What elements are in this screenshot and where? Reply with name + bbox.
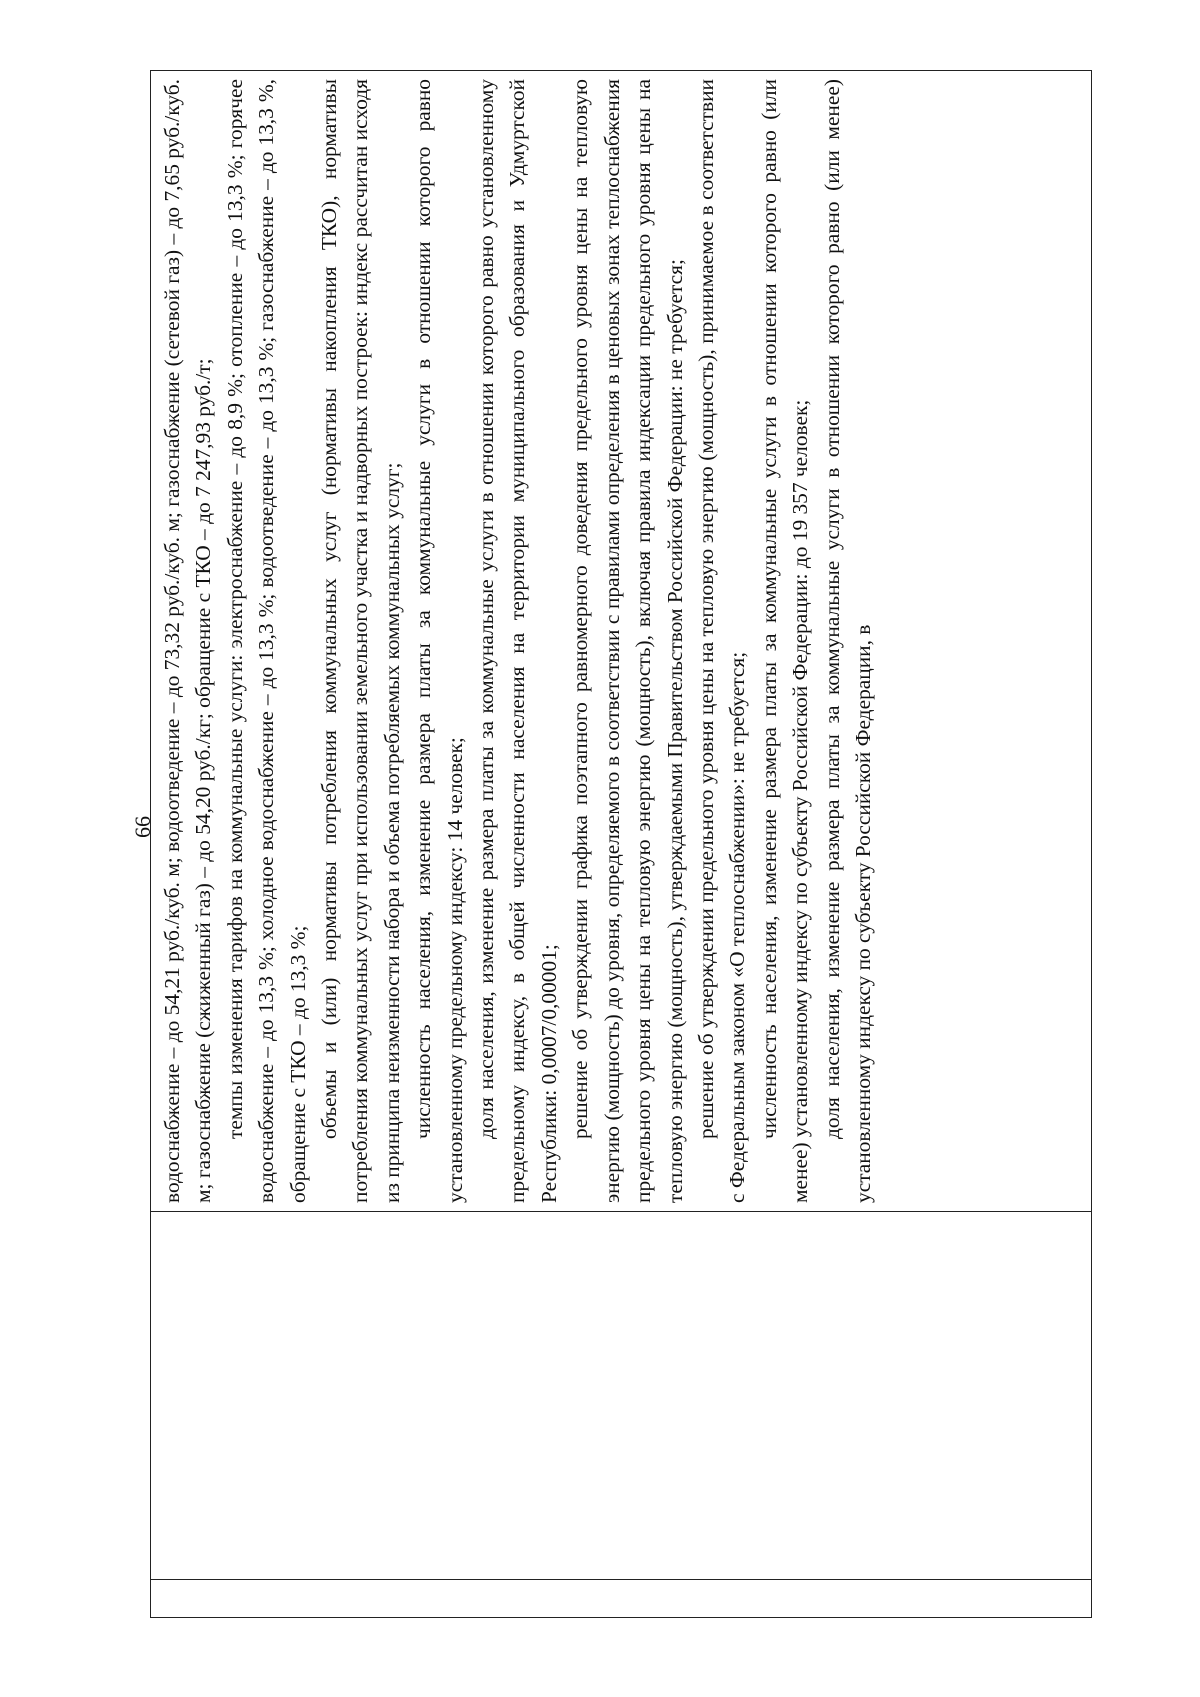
paragraph: доля населения, изменение размера платы за коммунальные услуги в отношении которого равно (или менее) установленному индексу по субъекту Российской Федерации, в [819,79,875,1203]
paragraph: водоснабжение – до 54,21 руб./куб. м; водоотведение – до 73,32 руб./куб. м; газоснабжение (сетевой газ) – до 7,65 руб./куб. м; газоснабжение (сжиженный газ) – до 54,20 руб./кг; обращение с ТКО – до 7 247,93 руб./т; [160,79,216,1203]
page-number: 66 [130,816,155,838]
paragraph: численность населения, изменение размера платы за коммунальные услуги в отношении которого равно установленному предельному индексу: 14 человек; [411,79,467,1203]
table-column-number [151,1579,1091,1617]
paragraph: численность населения, изменение размера платы за коммунальные услуги в отношении которого равно (или менее) установленному индексу по субъекту Российской Федерации: до 19 357 человек; [756,79,813,1203]
paragraph: решение об утверждении графика поэтапного равномерного доведения предельного уровня цены на тепловую энергию (мощность) до уровня, определяемого в соответствии с правилами определения в ценовых зонах теплоснабжения предельного уровня цены на тепловую энергию (мощность), включая правила индексации предельного уровня цены на тепловую энергию (мощность), утверждаемыми Правительством Российской Федерации: не требуется; [568,79,687,1203]
table-column-name [151,1211,1091,1579]
paragraph: доля населения, изменение размера платы за коммунальные услуги в отношении которого равно установленному предельному индексу, в общей численности населения на территории муниципального образования и Удмуртской Республики: 0,0007/0,00001; [474,79,561,1203]
paragraph: решение об утверждении предельного уровня цены на тепловую энергию (мощность), принимаемое в соответствии с Федеральным законом «О теплоснабжении»: не требуется; [693,79,750,1203]
content-table [150,70,1092,1618]
paragraph: объемы и (или) нормативы потребления коммунальных услуг (нормативы накопления ТКО), нормативы потребления коммунальных услуг при использовании земельного участка и надворных построек: индекс рассчитан исходя из принципа неизменности набора и объема потребляемых коммунальных услуг; [317,79,404,1203]
paragraph: темпы изменения тарифов на коммунальные услуги: электроснабжение – до 8,9 %; отопление – до 13,3 %; горячее водоснабжение – до 13,3 %; холодное водоснабжение – до 13,3 %; водоотведение – до 13,3 %; газоснабжение – до 13,3 %, обращение с ТКО – до 13,3 %; [222,79,310,1203]
table-column-text [151,71,1091,1211]
